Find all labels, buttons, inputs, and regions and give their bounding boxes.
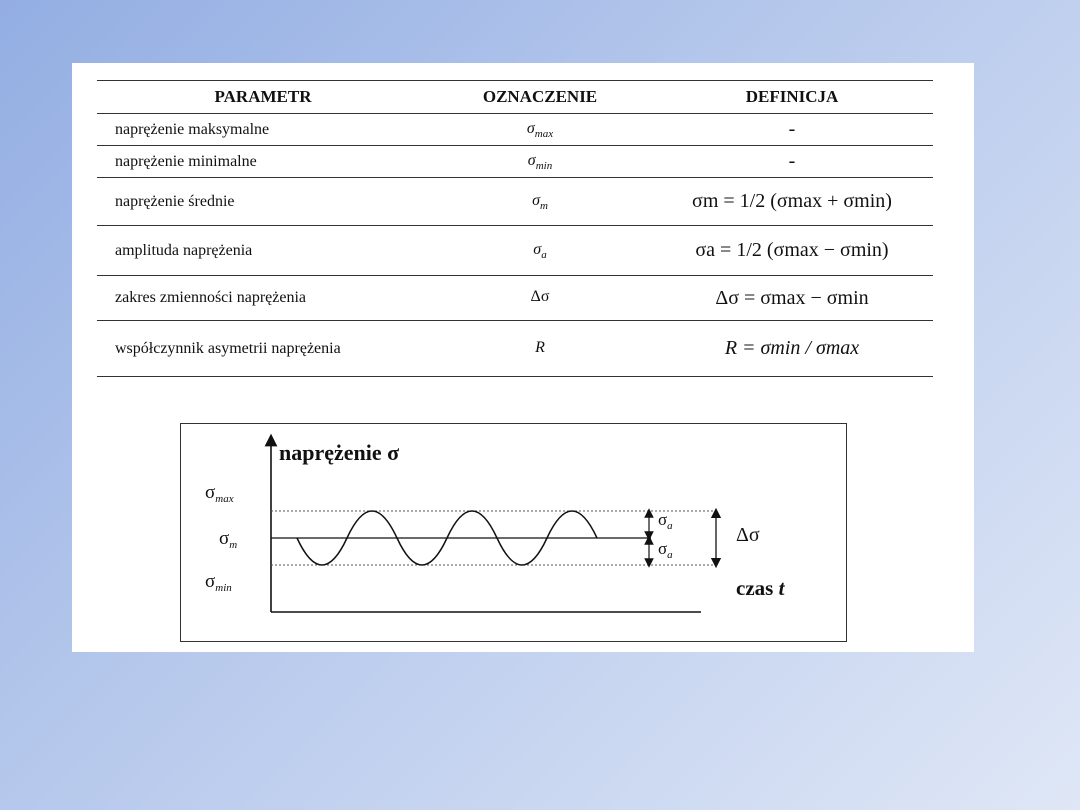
symbol-cell: $\sigma_m$ <box>429 178 651 226</box>
slide-card <box>72 63 974 652</box>
definition-cell: σm = 1/2 (σmax + σmin) <box>651 178 933 226</box>
symbol-cell: $\sigma_a$ <box>429 226 651 276</box>
definition-cell: - <box>651 114 933 146</box>
y-axis-label: naprężenie σ <box>279 440 400 465</box>
definition-cell: σa = 1/2 (σmax − σmin) <box>651 226 933 276</box>
definition-cell: - <box>651 146 933 178</box>
range-label: Δσ <box>736 524 760 546</box>
table-row <box>97 321 933 377</box>
x-axis-label: czas t <box>736 576 785 600</box>
param-cell: amplituda naprężenia <box>97 226 429 276</box>
param-cell: współczynnik asymetrii naprężenia <box>97 321 429 377</box>
symbol-cell: R <box>429 321 651 377</box>
table-row <box>97 114 933 146</box>
amplitude-label-upper: $\sigma_a$ <box>658 510 673 532</box>
level-mean-label: $\sigma_m$ <box>219 528 238 551</box>
amplitude-label-lower: $\sigma_a$ <box>658 539 673 561</box>
param-cell: zakres zmienności naprężenia <box>97 276 429 321</box>
header-definicja: DEFINICJA <box>651 81 933 114</box>
symbol-cell: Δσ <box>429 276 651 321</box>
symbol-cell: $\sigma_{max}$ <box>429 114 651 146</box>
definition-cell: Δσ = σmax − σmin <box>651 276 933 321</box>
table-row <box>97 146 933 178</box>
level-min-label: $\sigma_{min}$ <box>205 571 232 594</box>
param-cell: naprężenie maksymalne <box>97 114 429 146</box>
param-cell: naprężenie średnie <box>97 178 429 226</box>
header-oznaczenie: OZNACZENIE <box>429 81 651 114</box>
symbol-cell: $\sigma_{min}$ <box>429 146 651 178</box>
table-row <box>97 276 933 321</box>
definition-cell: R = σmin / σmax <box>651 321 933 377</box>
table-header-row <box>97 81 933 114</box>
header-parametr: PARAMETR <box>97 81 429 114</box>
table-row <box>97 226 933 276</box>
param-cell: naprężenie minimalne <box>97 146 429 178</box>
level-max-label: $\sigma_{max}$ <box>205 482 234 505</box>
table-row <box>97 178 933 226</box>
stress-cycle-diagram <box>180 423 847 642</box>
parameters-table <box>97 80 933 377</box>
